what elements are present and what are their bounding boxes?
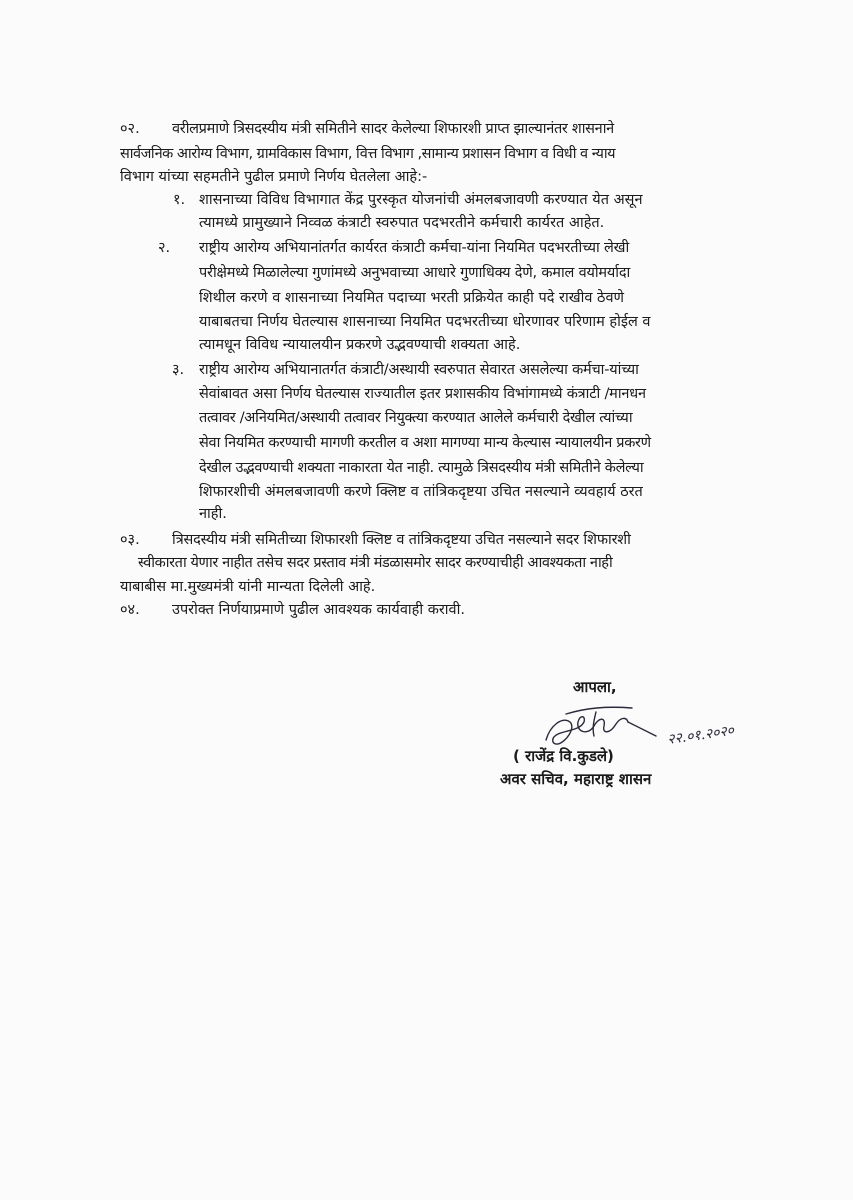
para-03-number: ०३. — [120, 532, 140, 548]
signatory-designation: अवर सचिव, महाराष्ट्र शासन — [500, 770, 652, 788]
para-02-number: ०२. — [120, 121, 140, 137]
item-3-line-1: राष्ट्रीय आरोग्य अभियानातर्गत कंत्राटी/अस्थायी स्वरुपात सेवारत असलेल्या कर्मचा-यांच्या — [199, 362, 639, 378]
closing-text: आपला, — [573, 678, 617, 696]
item-1-number: १. — [173, 192, 186, 208]
item-3-line-6: शिफारशीची अंमलबजावणी करणे क्लिष्ट व तांत्रिकदृष्टया उचित नसल्याने व्यवहार्य ठरत — [199, 484, 643, 500]
para-03-line-3: याबाबीस मा.मुख्यमंत्री यांनी मान्यता दिलेली आहे. — [120, 579, 376, 595]
para-04-number: ०४. — [120, 602, 140, 618]
para-02-line-2: सार्वजनिक आरोग्य विभाग, ग्रामविकास विभाग, वित्त विभाग ,सामान्य प्रशासन विभाग व विधी व न्याय — [120, 146, 616, 162]
para-03-line-1: त्रिसदस्यीय मंत्री समितीच्या शिफारशी क्लिष्ट व तांत्रिकदृष्टया उचित नसल्याने सदर शिफारशी — [172, 532, 631, 548]
para-03-line-2: स्वीकारता येणार नाहीत तसेच सदर प्रस्ताव मंत्री मंडळासमोर सादर करण्याचीही आवश्यकता नाही — [138, 555, 613, 571]
item-2-line-1: राष्ट्रीय आरोग्य अभियानांतर्गत कार्यरत कंत्राटी कर्मचा-यांना नियमित पदभरतीच्या लेखी — [199, 240, 630, 256]
item-2-line-3: शिथील करणे व शासनाच्या नियमित पदाच्या भरती प्रक्रियेत काही पदे राखीव ठेवणे — [199, 290, 624, 306]
item-2-line-2: परीक्षेमध्ये मिळालेल्या गुणांमध्ये अनुभवाच्या आधारे गुणाधिक्य देणे, कमाल वयोमर्यादा — [199, 265, 631, 281]
item-2-line-5: त्यामधून विविध न्यायालयीन प्रकरणे उद्भवण्याची शक्यता आहे. — [199, 337, 521, 353]
item-2-line-4: याबाबतचा निर्णय घेतल्यास शासनाच्या नियमित पदभरतीच्या धोरणावर परिणाम होईल व — [199, 314, 651, 330]
item-3-line-5: देखील उद्भवण्याची शक्यता नाकारता येत नाही. त्यामुळे त्रिसदस्यीय मंत्री समितीने केलेल्या — [199, 460, 644, 476]
para-02-line-3: विभाग यांच्या सहमतीने पुढील प्रमाणे निर्णय घेतलेला आहे:- — [120, 169, 428, 185]
signatory-name: ( राजेंद्र वि.कुडले) — [513, 747, 614, 765]
item-3-number: ३. — [172, 362, 185, 378]
item-3-line-2: सेवांबावत असा निर्णय घेतल्यास राज्यातील इतर प्रशासकीय विभांगामध्ये कंत्राटी /मानधन — [199, 386, 646, 402]
para-04-line-1: उपरोक्त निर्णयाप्रमाणे पुढील आवश्यक कार्यवाही करावी. — [172, 602, 465, 618]
item-3-line-7: नाही. — [199, 506, 227, 522]
item-3-line-3: तत्वावर /अनियमित/अस्थायी तत्वावर नियुक्त्या करण्यात आलेले कर्मचारी देखील त्यांच्या — [199, 410, 633, 426]
item-1-line-2: त्यामध्ये प्रामुख्याने निव्वळ कंत्राटी स्वरुपात पदभरतीने कर्मचारी कार्यरत आहेत. — [199, 215, 605, 231]
item-2-number: २. — [158, 240, 171, 256]
item-1-line-1: शासनाच्या विविध विभागात केंद्र पुरस्कृत योजनांची अंमलबजावणी करण्यात येत असून — [199, 192, 643, 208]
para-02-line-1: वरीलप्रमाणे त्रिसदस्यीय मंत्री समितीने सादर केलेल्या शिफारशी प्राप्त झाल्यानंतर शासनाने — [172, 121, 614, 137]
handwritten-date: २२.०१.२०२० — [666, 722, 736, 748]
item-3-line-4: सेवा नियमित करण्याची मागणी करतील व अशा मागण्या मान्य केल्यास न्यायालयीन प्रकरणे — [199, 435, 651, 451]
